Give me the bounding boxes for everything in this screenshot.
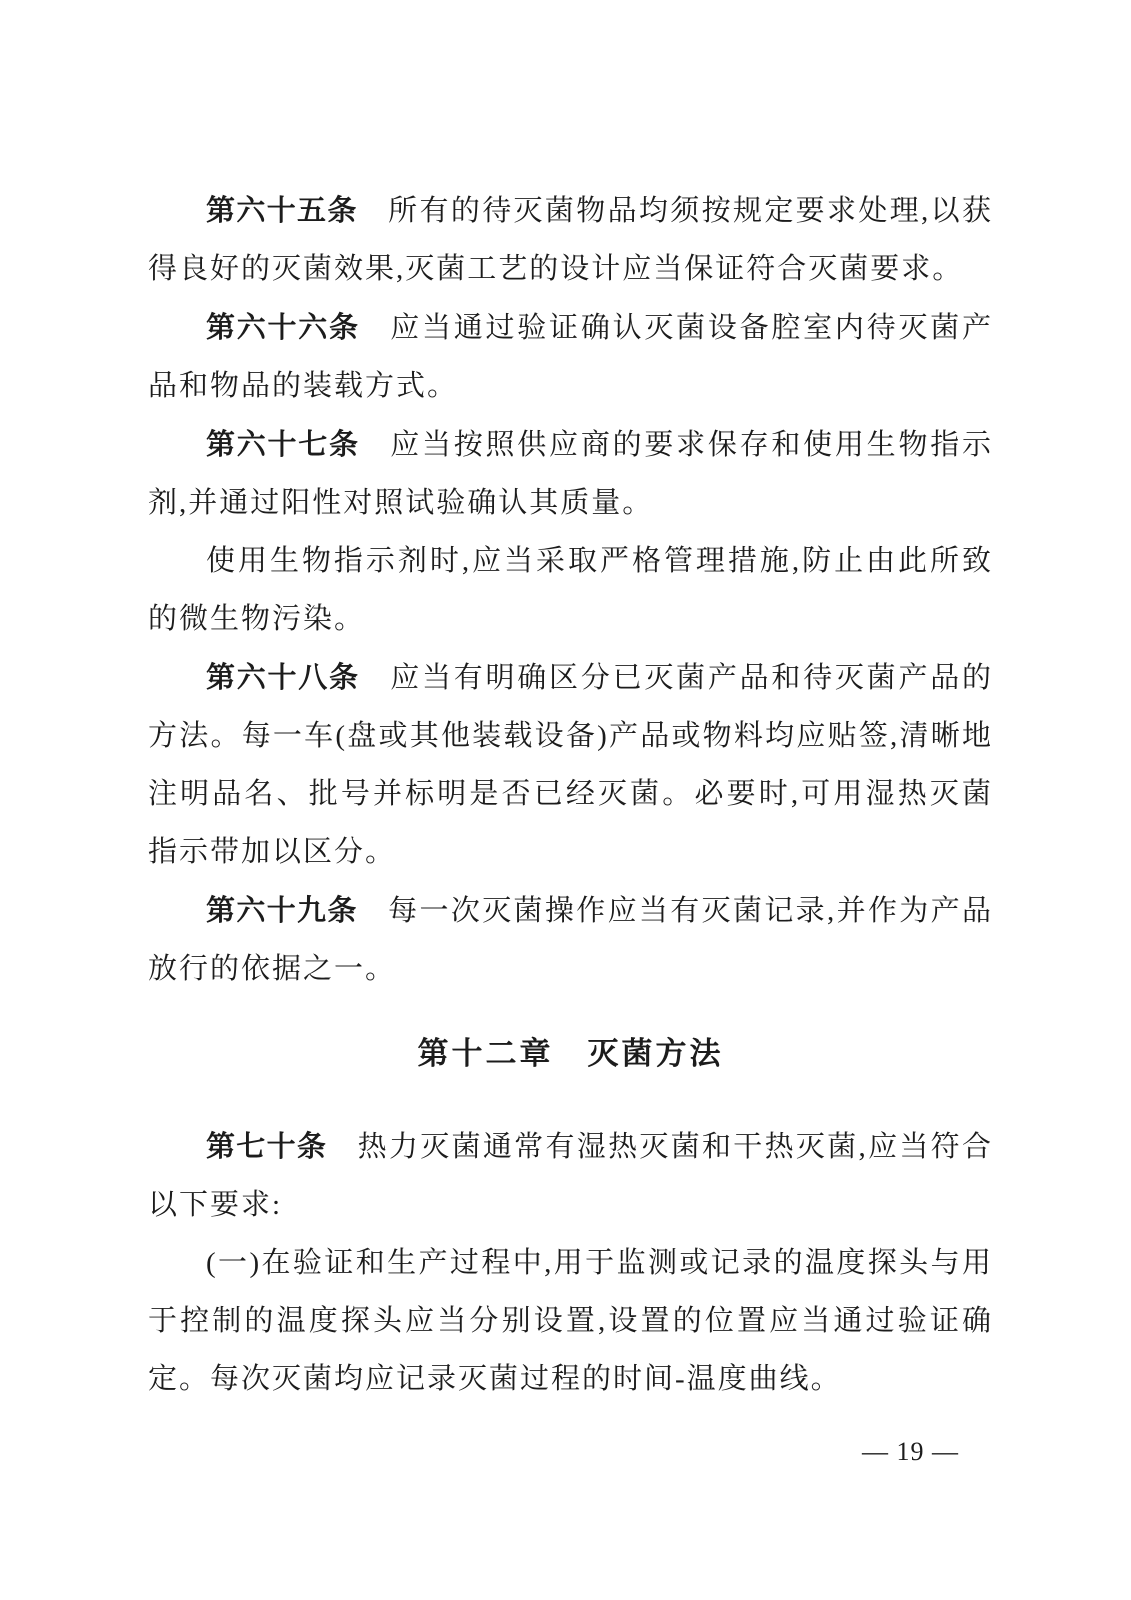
article-65-number: 第六十五条 <box>206 193 358 227</box>
chapter-12-heading: 第十二章 灭菌方法 <box>417 1036 724 1072</box>
page-number: — 19 — <box>862 1437 959 1466</box>
document-body <box>148 181 993 1408</box>
article-67-number: 第六十七条 <box>206 427 360 461</box>
article-67-continuation-text: 使用生物指示剂时,应当采取严格管理措施,防止由此所致的微生物污染。 <box>148 545 993 635</box>
article-68-paragraph <box>148 648 993 881</box>
article-66-text: 应当通过验证确认灭菌设备腔室内待灭菌产品和物品的装载方式。 <box>148 312 993 402</box>
article-66-number: 第六十六条 <box>206 310 360 344</box>
article-68-text: 应当有明确区分已灭菌产品和待灭菌产品的方法。每一车(盘或其他装载设备)产品或物料均应贴签,清晰地注明品名、批号并标明是否已经灭菌。必要时,可用湿热灭菌指示带加以区分。 <box>148 662 993 868</box>
article-70-text: 热力灭菌通常有湿热灭菌和干热灭菌,应当符合以下要求: <box>148 1131 993 1221</box>
article-70-number: 第七十条 <box>206 1129 328 1163</box>
article-69-paragraph <box>148 881 993 998</box>
article-70-paragraph <box>148 1117 993 1234</box>
article-69-text: 每一次灭菌操作应当有灭菌记录,并作为产品放行的依据之一。 <box>148 895 993 985</box>
article-70-item-1-paragraph <box>148 1234 993 1408</box>
article-70-item-1-text: (一)在验证和生产过程中,用于监测或记录的温度探头与用于控制的温度探头应当分别设置,设置的位置应当通过验证确定。每次灭菌均应记录灭菌过程的时间-温度曲线。 <box>148 1247 993 1395</box>
article-67-text: 应当按照供应商的要求保存和使用生物指示剂,并通过阳性对照试验确认其质量。 <box>148 429 993 519</box>
article-65-paragraph <box>148 181 993 298</box>
article-66-paragraph <box>148 298 993 415</box>
article-69-number: 第六十九条 <box>206 893 358 927</box>
article-68-number: 第六十八条 <box>206 660 360 694</box>
article-65-text: 所有的待灭菌物品均须按规定要求处理,以获得良好的灭菌效果,灭菌工艺的设计应当保证符合灭菌要求。 <box>148 195 993 285</box>
article-67-continuation-paragraph <box>148 532 993 648</box>
article-67-paragraph <box>148 415 993 532</box>
